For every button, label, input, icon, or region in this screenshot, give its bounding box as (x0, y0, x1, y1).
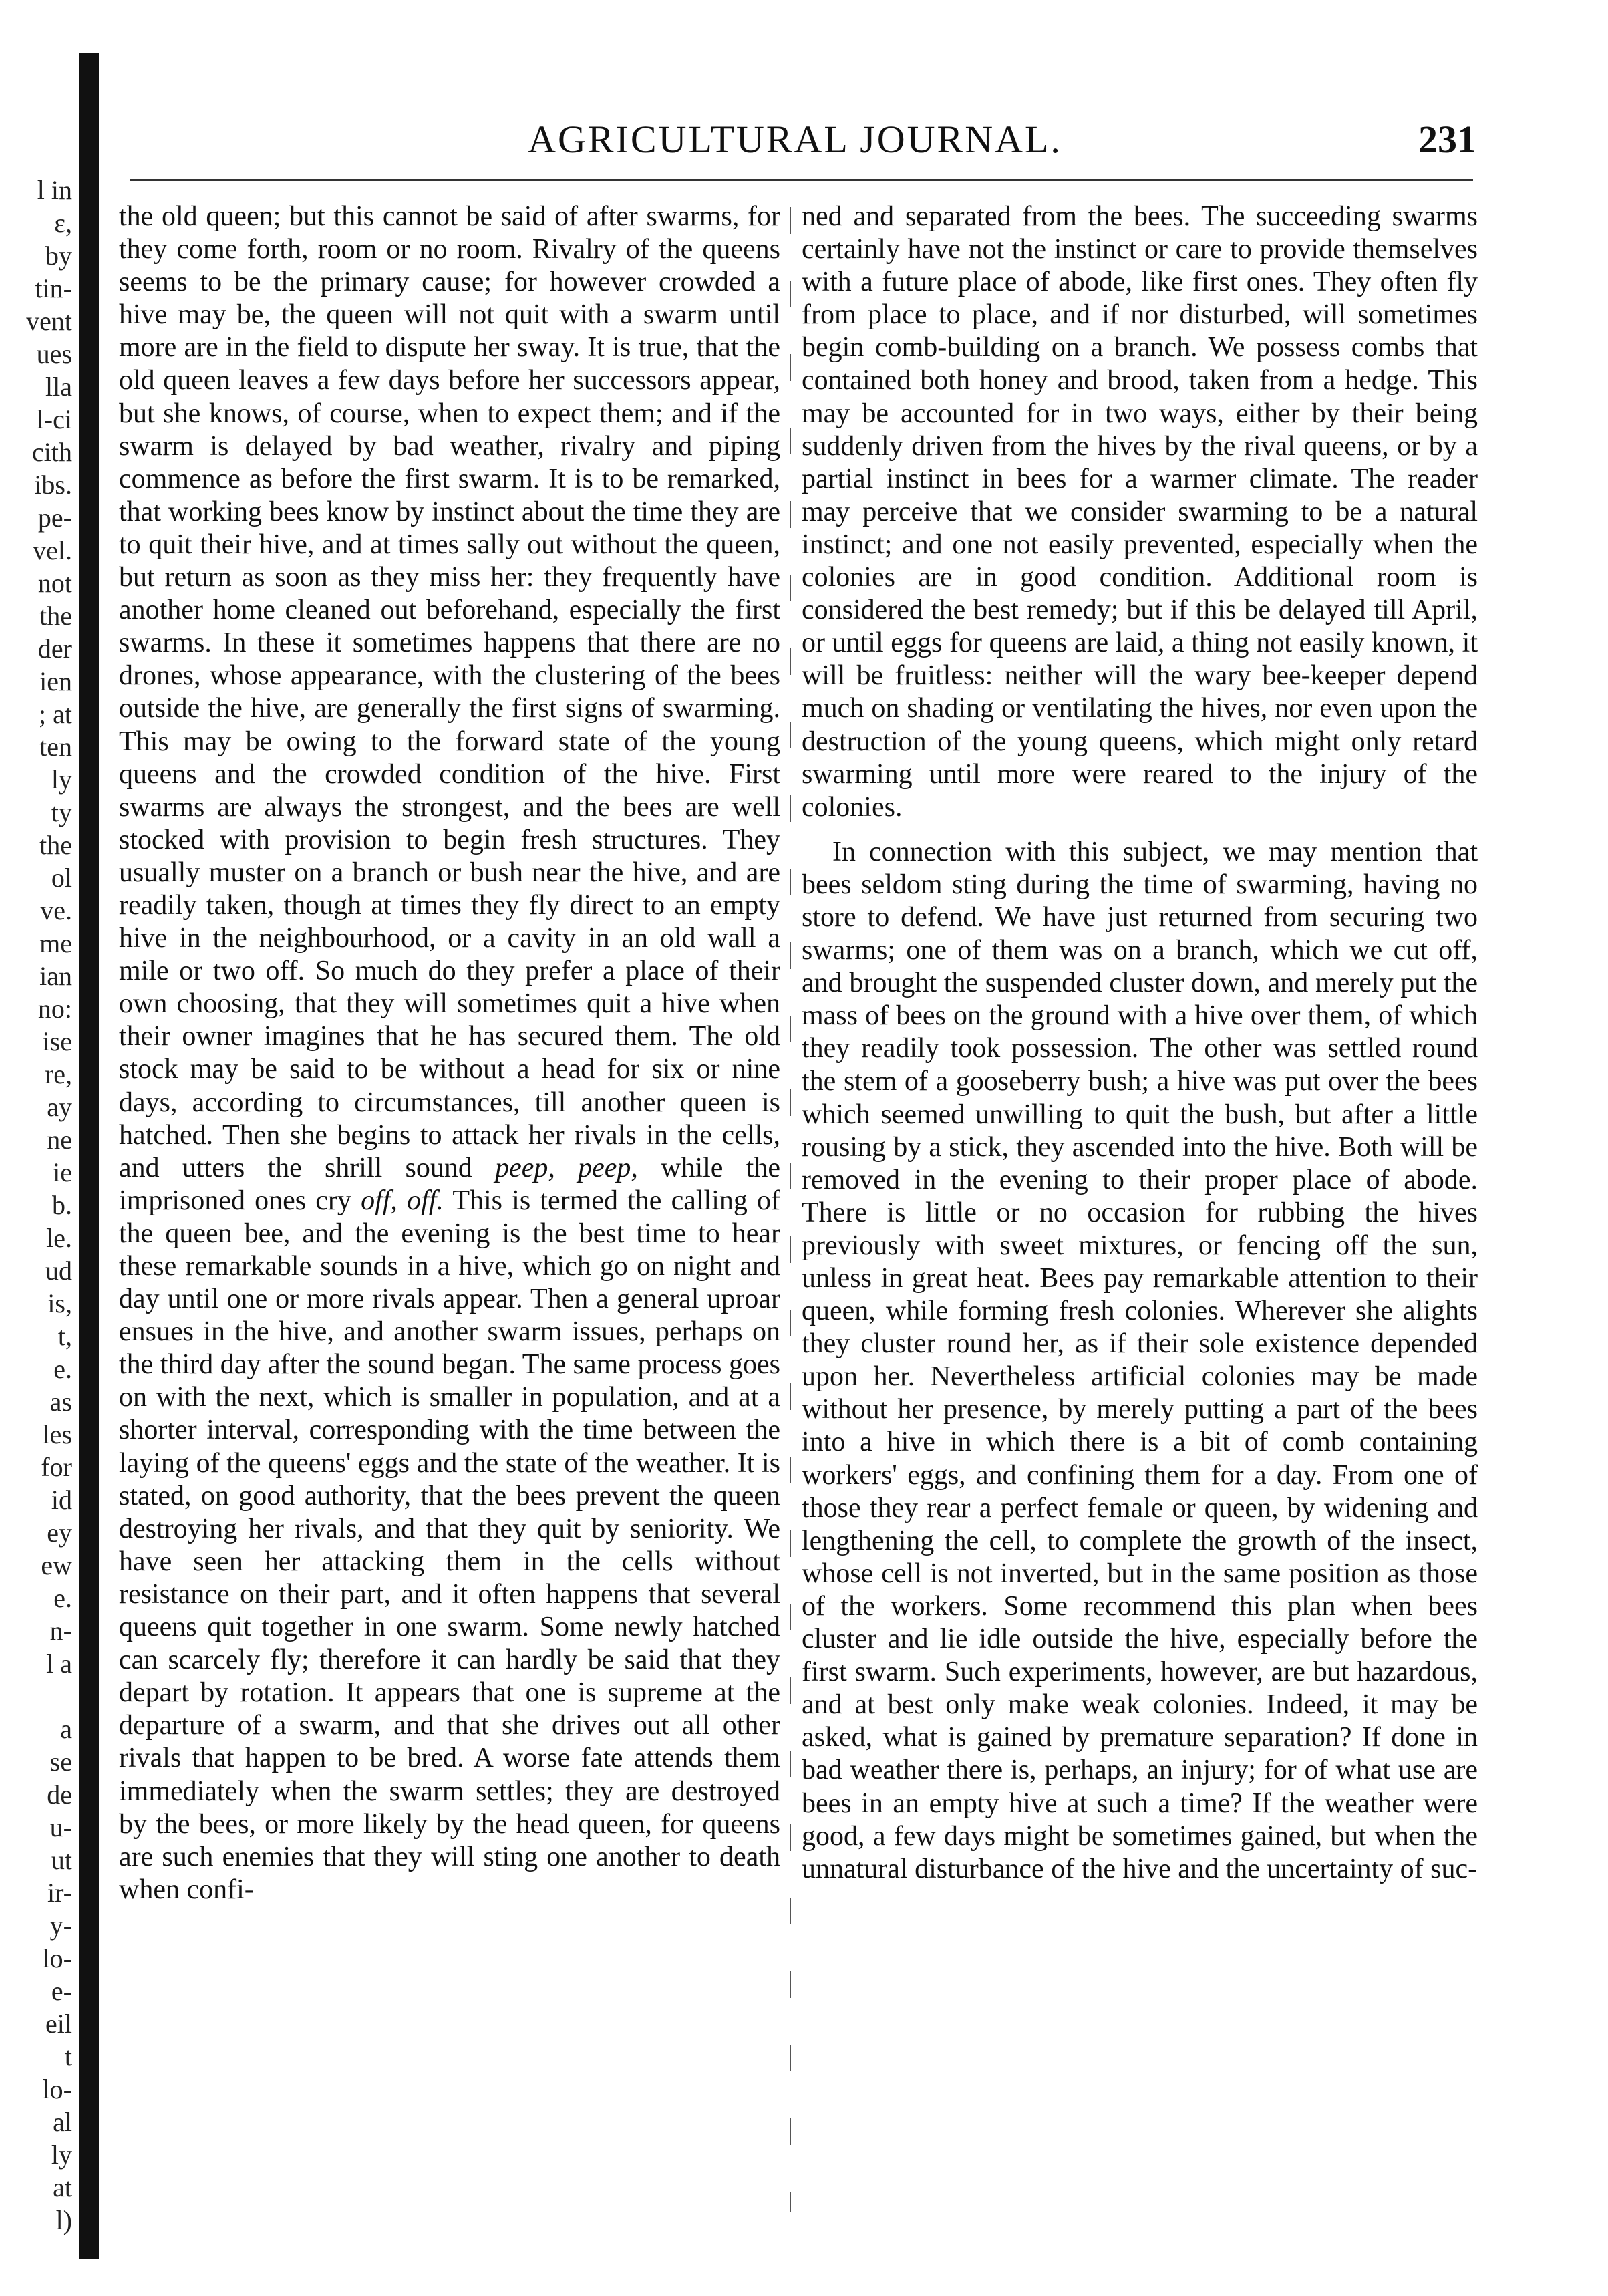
margin-fragment: ay (47, 1092, 72, 1122)
margin-fragment: tin- (35, 273, 72, 303)
margin-fragment: pe- (37, 503, 72, 533)
margin-fragment: l a (46, 1648, 72, 1679)
margin-fragment: ian (39, 961, 72, 991)
binding-shadow-bar (79, 53, 99, 2259)
margin-fragment: ly (51, 2140, 72, 2170)
margin-fragment: l-ci (36, 404, 72, 434)
margin-fragment: lo- (42, 2074, 72, 2104)
margin-fragment: vel. (33, 535, 72, 565)
left-text-off: off, off. (361, 1185, 444, 1216)
margin-fragment: the (39, 830, 72, 860)
header-rule (130, 179, 1473, 181)
margin-fragment: e. (53, 1583, 72, 1613)
margin-fragment: e. (53, 1354, 72, 1384)
margin-fragment: der (37, 633, 72, 664)
margin-fragment: as (49, 1387, 72, 1417)
page-number: 231 (1418, 118, 1476, 161)
margin-fragment: not (37, 568, 72, 598)
margin-fragment: l in (37, 175, 72, 205)
margin-fragment: ol (51, 863, 72, 893)
margin-fragment: b. (52, 1190, 72, 1220)
right-column (802, 200, 1478, 1886)
margin-fragment: ut (51, 1845, 72, 1875)
margin-fragment: ly (51, 764, 72, 795)
margin-fragment: re, (44, 1059, 72, 1089)
margin-fragment: eil (45, 2009, 72, 2039)
margin-fragment: ues (36, 339, 72, 369)
margin-fragment: ne (47, 1125, 72, 1155)
margin-fragment: se (49, 1747, 72, 1777)
margin-fragment: by (45, 241, 72, 271)
margin-fragment: lo- (42, 1943, 72, 1973)
margin-fragment: ien (39, 666, 72, 696)
margin-fragment: ie (53, 1157, 72, 1187)
margin-fragment: the (39, 601, 72, 631)
margin-fragment: for (41, 1452, 72, 1482)
margin-fragment: ten (39, 732, 72, 762)
adjacent-page-margin-fragments (0, 174, 72, 2237)
left-column (119, 200, 780, 1906)
margin-fragment: ew (41, 1550, 72, 1580)
margin-fragment: ise (42, 1026, 72, 1056)
margin-fragment: ir- (47, 1878, 72, 1908)
margin-fragment: al (53, 2107, 72, 2137)
right-paragraph-2: In connection with this subject, we may mention that bees seldom sting during the time of swarming, having no store to defend. We have just returned from securing two swarms; one of them was on a branch, which we cut off, and brought the suspended cluster down, and merely put the mass of bees on the ground with a hive over them, of which they readily took possession. The other was settled round the stem of a gooseberry bush; a hive was put over the bees which seemed unwilling to quit the bush, but after a little rousing by a stick, they ascended into the hive. Both will be removed in the evening to their proper place of abode. There is little or no occasion for rubbing the hives previously with sweet mixtures, or fencing off the sun, unless in great heat. Bees pay remarkable attention to their queen, while forming fresh colonies. Wherever she alights they cluster round her, as if their sole existence depended upon her. Nevertheless artificial colonies may be made without her presence, by merely putting a part of the bees into a hive in which there is a bit of comb containing workers' eggs, and confining them for a day. From one of those they rear a perfect female or queen, by widening and lengthening the cell, to complete the growth of the insect, whose cell is not inverted, but in the same position as those of the workers. Some recommend this plan when bees cluster and lie idle outside the hive, especially before the first swarm. Such experiments, however, are but hazardous, and at best only make weak colonies. Indeed, it may be asked, what is gained by premature separation? If done in bad weather there is, perhaps, an injury; for of what use are bees in an empty hive at such a time? If the weather were good, a few days might be sometimes gained, but when the unnatural disturbance of the hive and the uncertainty of suc- (802, 836, 1478, 1884)
margin-fragment: ty (51, 797, 72, 827)
right-paragraph-1: ned and separated from the bees. The succeeding swarms certainly have not the instinct or care to provide themselves with a future place of abode, like first ones. They often fly from place to place, and if nor disturbed, will sometimes begin comb-building on a branch. We possess combs that contained both honey and brood, taken from a hedge. This may be accounted for in two ways, either by their being suddenly driven from the hives by the rival queens, or by a partial instinct in bees for a warmer climate. The reader may perceive that we consider swarming to be a natural instinct; and one not easily prevented, especially when the colonies are in good condition. Additional room is considered the best remedy; but if this be delayed till April, or until eggs for queens are laid, a thing not easily known, it will be fruitless: neither will the wary bee-keeper depend much on shading or ventilating the hives, nor even upon the destruction of the young queens, which might only retard swarming until more were reared to the injury of the colonies. (802, 201, 1478, 823)
column-divider (790, 207, 791, 2212)
margin-fragment: t, (57, 1321, 72, 1351)
margin-fragment: t (64, 2041, 72, 2071)
margin-fragment: y- (49, 1910, 72, 1941)
margin-fragment: n- (49, 1616, 72, 1646)
page-header (114, 117, 1476, 170)
margin-fragment: e- (51, 1976, 72, 2006)
margin-fragment: le. (46, 1223, 72, 1253)
margin-fragment: de (47, 1779, 72, 1810)
margin-fragment: id (51, 1485, 72, 1515)
margin-fragment: ud (45, 1256, 72, 1286)
margin-fragment: vent (26, 306, 72, 336)
left-text-c: This is termed the calling of the queen bee, and the evening is the best time to hear these remarkable sounds in a hive, which go on night and day until one or more rivals appear. Then a general uproar ensues in the hive, and another swarm issues, perhaps on the third day after the sound began. The same process goes on with the next, which is smaller in population, and at a shorter interval, corresponding with the time between the laying of the queens' eggs and the state of the weather. It is stated, on good authority, that the bees prevent the queen destroying her rivals, and that they quit by seniority. We have seen her attacking them in the cells without resistance on their part, and it often happens that several queens quit together in one swarm. Some newly hatched can scarcely fly; therefore it can hardly be said that they depart by rotation. It appears that one is supreme at the departure of a swarm, and that she drives out all other rivals that happen to be bred. A worse fate attends them immediately when the swarm settles; they are destroyed by the bees, or more likely by the head queen, for queens are such enemies that they will sting one another to death when confi- (119, 1185, 781, 1905)
margin-fragment: is, (47, 1288, 72, 1318)
margin-fragment: no: (37, 994, 72, 1024)
margin-fragment: u- (49, 1812, 72, 1842)
margin-fragment: cith (32, 437, 72, 467)
margin-fragment: ; at (39, 699, 72, 729)
margin-fragment: ve. (40, 895, 72, 925)
margin-fragment (0, 1680, 72, 1713)
margin-fragment: l) (55, 2205, 72, 2235)
left-text-a: the old queen; but this cannot be said of after swarms, for they come forth, room or no room. Rivalry of the queens seems to be the primary cause; for however crowded a hive may be, the queen will not quit with a swarm until more are in the field to dispute her sway. It is true, that the old queen leaves a few days before her successors appear, but she knows, of course, when to expect them; and if the swarm is delayed by bad weather, rivalry and piping commence as before the first swarm. It is to be remarked, that working bees know by instinct about the time they are to quit their hive, and at times sally out without the queen, but return as soon as they miss her: they frequently have another home cleaned out beforehand, especially the first swarms. In these it sometimes happens that there are no drones, whose appearance, with the clustering of the bees outside the hive, are generally the first signs of swarming. This may be owing to the forward state of the young queens and the crowded condition of the hive. First swarms are always the strongest, and the bees are well stocked with provision to begin fresh structures. They usually muster on a branch or bush near the hive, and are readily taken, though at times they fly direct to an empty hive in the neighbourhood, or a cavity in an old wall a mile or two off. So much do they prefer a place of their own choosing, that they will sometimes quit a hive when their owner imagines that he has secured them. The old stock may be said to be without a head for six or nine days, according to circumstances, till another queen is hatched. Then she begins to attack her rivals in the cells, and utters the shrill sound (119, 201, 780, 1183)
margin-fragment: lla (45, 372, 72, 402)
margin-fragment: les (42, 1419, 72, 1449)
margin-fragment: a (60, 1714, 72, 1744)
left-paragraph-1 (119, 200, 780, 1906)
left-text-b: while the imprisoned ones cry (119, 1152, 780, 1216)
margin-fragment: ɛ, (54, 208, 72, 238)
margin-fragment: at (53, 2172, 72, 2202)
journal-title: AGRICULTURAL JOURNAL. (528, 118, 1062, 161)
margin-fragment: ey (47, 1518, 72, 1548)
margin-fragment: me (39, 928, 72, 958)
left-text-peep: peep, peep, (495, 1152, 638, 1183)
margin-fragment: ibs. (34, 470, 72, 500)
